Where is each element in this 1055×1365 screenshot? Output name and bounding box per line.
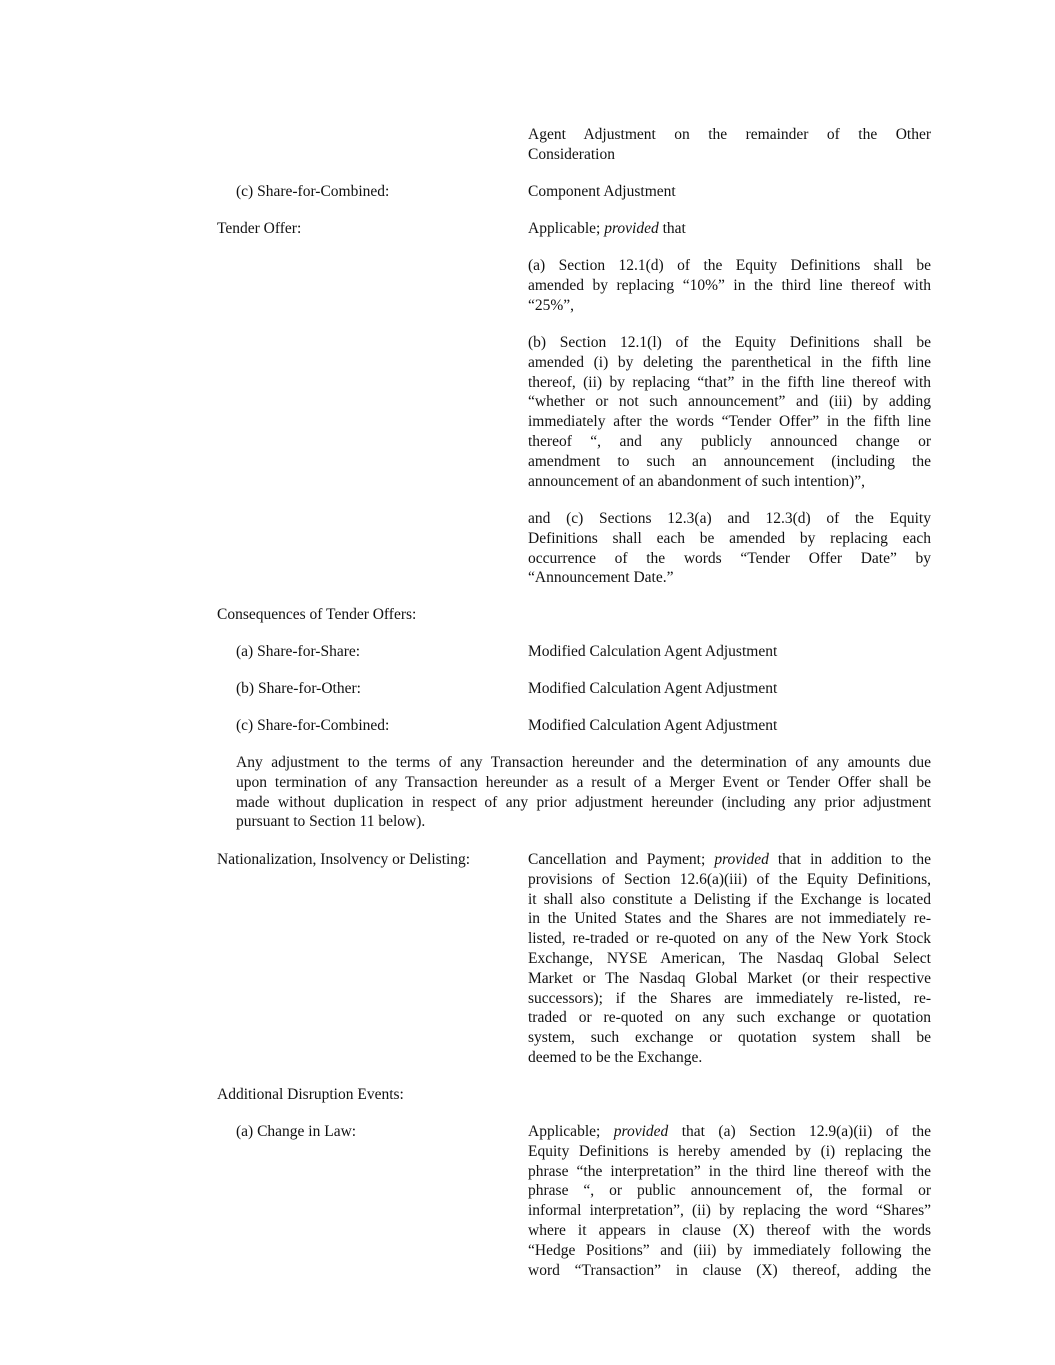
text-run: Applicable;	[528, 220, 605, 237]
text-line: Equity Definitions is hereby amended by (i) replacing the	[528, 1142, 931, 1160]
text-line: “25%”,	[528, 296, 575, 314]
text-line: listed, re-traded or re-quoted on any of the New York Stock	[528, 930, 931, 948]
text-line: successors); if the Shares are immediately re-listed, re-	[528, 989, 931, 1007]
value-share-for-share: Modified Calculation Agent Adjustment	[528, 643, 778, 660]
text-line: made without duplication in respect of any prior adjustment hereunder (including any prior adjustment	[236, 793, 931, 811]
text-line	[528, 1122, 931, 1142]
value-share-for-other: Modified Calculation Agent Adjustment	[528, 680, 778, 697]
text-line: Exchange, NYSE American, The Nasdaq Global Select	[528, 949, 931, 967]
value-change-in-law	[528, 1122, 931, 1280]
italic-provided: provided	[604, 220, 659, 237]
text-line: amended (i) by deleting the parenthetical in the fifth line	[528, 353, 931, 371]
label-tender-offer: Tender Offer:	[217, 220, 302, 237]
value-share-for-combined-tender: Modified Calculation Agent Adjustment	[528, 717, 778, 734]
text-line: thereof “, and any publicly announced change or	[528, 432, 931, 450]
clause-a-section-12-1-d	[528, 256, 931, 315]
text-line: word “Transaction” in clause (X) thereof, adding the	[528, 1261, 931, 1279]
text-line: (b) Section 12.1(l) of the Equity Definitions shall be	[528, 334, 931, 351]
adjustment-paragraph	[236, 753, 931, 832]
text-line: “Announcement Date.”	[528, 569, 674, 587]
italic-provided: provided	[714, 851, 769, 868]
value-tender-offer	[528, 219, 931, 239]
text-line: amended by replacing “10%” in the third line thereof with	[528, 276, 931, 294]
text-run: that in addition to the	[768, 851, 932, 868]
value-component-adjustment: Component Adjustment	[528, 183, 676, 200]
label-share-for-combined-tender: (c) Share-for-Combined:	[236, 717, 390, 734]
label-additional-disruption-events: Additional Disruption Events:	[217, 1086, 404, 1103]
text-line: phrase “, or public announcement of, the formal or	[528, 1182, 931, 1200]
clause-c-sections-12-3	[528, 509, 931, 588]
text-line: “Hedge Positions” and (iii) by immediately following the	[528, 1241, 931, 1259]
label-share-for-other: (b) Share-for-Other:	[236, 680, 361, 697]
text-line: thereof, (ii) by replacing “that” in the fifth line thereof with	[528, 373, 931, 391]
value-nationalization	[528, 850, 931, 1068]
text-line: (a) Section 12.1(d) of the Equity Definitions shall be	[528, 257, 931, 274]
label-share-for-share: (a) Share-for-Share:	[236, 643, 361, 660]
text-line: announcement of an abandonment of such intention)”,	[528, 472, 866, 490]
text-line: upon termination of any Transaction hereunder as a result of a Merger Event or Tender Offer shall be	[236, 773, 931, 791]
text-line: immediately after the words “Tender Offer” in the fifth line	[528, 413, 931, 431]
text-line	[528, 850, 931, 870]
text-line: system, such exchange or quotation system shall be	[528, 1029, 931, 1047]
clause-continuation	[528, 125, 931, 165]
text-line: provisions of Section 12.6(a)(iii) of the Equity Definitions,	[528, 870, 931, 888]
label-nationalization-insolvency-delisting: Nationalization, Insolvency or Delisting:	[217, 851, 471, 868]
text-line: pursuant to Section 11 below).	[236, 813, 426, 831]
text-run: that (a) Section 12.9(a)(ii) of the	[668, 1123, 931, 1140]
text-line: it shall also constitute a Delisting if the Exchange is located	[528, 890, 931, 908]
text-line: and (c) Sections 12.3(a) and 12.3(d) of the Equity	[528, 510, 931, 527]
label-change-in-law: (a) Change in Law:	[236, 1123, 357, 1140]
text-line: Agent Adjustment on the remainder of the Other	[528, 126, 931, 143]
text-line: phrase “the interpretation” in the third line thereof with the	[528, 1162, 931, 1180]
text-line: Any adjustment to the terms of any Transaction hereunder and the determination of any amounts due	[236, 754, 931, 771]
clause-b-section-12-1-l	[528, 333, 931, 491]
text-line: Definitions shall each be amended by replacing each	[528, 529, 931, 547]
text-run: that	[658, 220, 686, 237]
label-share-for-combined: (c) Share-for-Combined:	[236, 183, 390, 200]
text-line: traded or re-quoted on any such exchange or quotation	[528, 1009, 931, 1027]
text-line: Market or The Nasdaq Global Market (or their respective	[528, 969, 931, 987]
text-line: informal interpretation”, (ii) by replacing the word “Shares”	[528, 1202, 931, 1220]
text-line: “whether or not such announcement” and (iii) by adding	[528, 393, 931, 411]
italic-provided: provided	[613, 1123, 669, 1140]
text-line: in the United States and the Shares are not immediately re-	[528, 910, 931, 928]
text-line: deemed to be the Exchange.	[528, 1048, 703, 1066]
text-line: where it appears in clause (X) thereof with the words	[528, 1221, 931, 1239]
text-line: occurrence of the words “Tender Offer Date” by	[528, 549, 931, 567]
text-line: amendment to such an announcement (including the	[528, 452, 931, 470]
text-line: Consideration	[528, 145, 615, 163]
text-run: Cancellation and Payment;	[528, 851, 715, 868]
text-run: Applicable;	[528, 1123, 614, 1140]
label-consequences-of-tender-offers: Consequences of Tender Offers:	[217, 606, 417, 623]
